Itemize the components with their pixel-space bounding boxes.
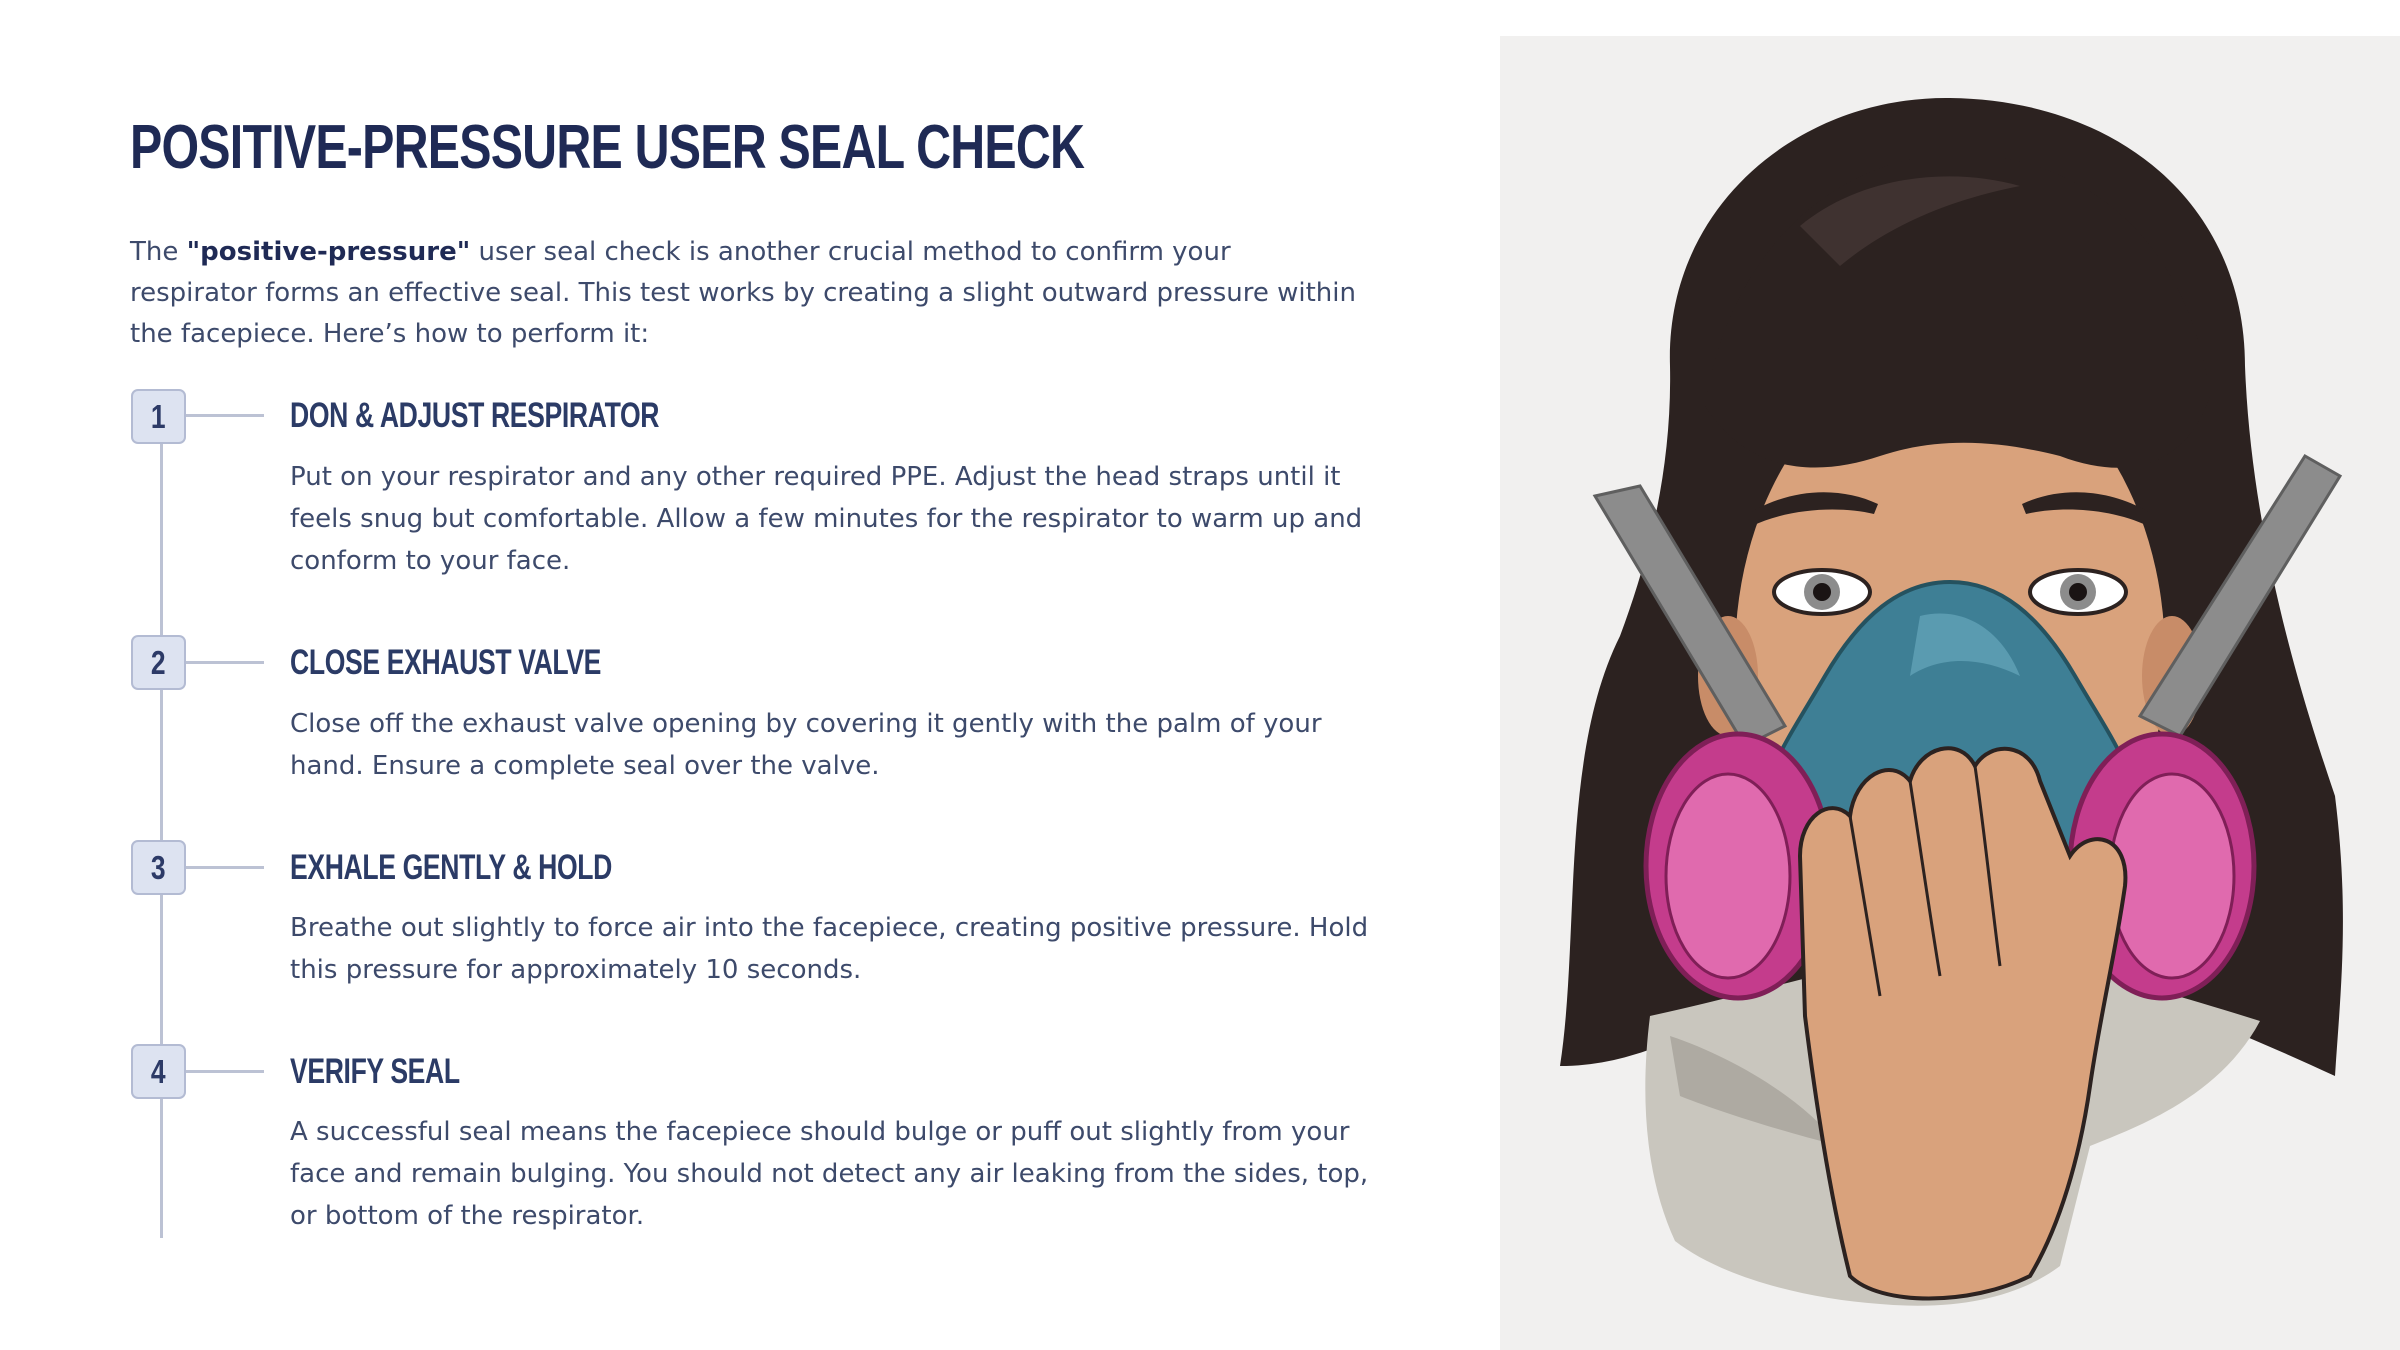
intro-prefix: The [130,237,187,267]
step-1-description: Put on your respirator and any other required PPE. Adjust the head straps until it feels snug but comfortable. Allow a few minutes for the respirator to warm up and conform to your face. [290,462,1363,576]
timeline-line [160,440,163,1238]
intro-bold-term: "positive-pressure" [186,237,471,267]
step-1-badge [131,389,186,444]
illustration-panel [1500,36,2400,1350]
right-pupil [2069,583,2087,601]
step-4-title: VERIFY SEAL [290,1052,460,1091]
page-title: POSITIVE-PRESSURE USER SEAL CHECK [130,113,1085,182]
step-4-number: 4 [151,1052,166,1090]
step-2-badge [131,635,186,690]
step-2-number: 2 [151,643,166,681]
right-cartridge-face [2110,774,2234,978]
left-pupil [1813,583,1831,601]
intro-paragraph [130,232,1360,355]
step-1-connector [186,414,264,417]
step-4-connector [186,1070,264,1073]
step-2-description: Close off the exhaust valve opening by covering it gently with the palm of your hand. Ensure a complete seal over the valve. [290,709,1322,781]
step-3-connector [186,866,264,869]
step-3-badge [131,840,186,895]
respirator-user-illustration [1500,36,2400,1350]
step-2-title: CLOSE EXHAUST VALVE [290,643,602,682]
step-4-badge [131,1044,186,1099]
intro-rest: user seal check is another crucial method to confirm your respirator forms an effective seal. This test works by creating a slight outward pressure within the facepiece. Here’s how to perform it: [130,237,1356,349]
step-3-description: Breathe out slightly to force air into the facepiece, creating positive pressure. Hold this pressure for approximately 10 seconds. [290,913,1369,985]
step-1-number: 1 [151,397,166,435]
step-3-number: 3 [151,848,166,886]
step-3-title: EXHALE GENTLY & HOLD [290,848,612,887]
left-cartridge-face [1666,774,1790,978]
step-4-description: A successful seal means the facepiece should bulge or puff out slightly from your face and remain bulging. You should not detect any air leaking from the sides, top, or bottom of the respirator. [290,1117,1369,1231]
step-1-title: DON & ADJUST RESPIRATOR [290,396,660,435]
step-2-connector [186,661,264,664]
